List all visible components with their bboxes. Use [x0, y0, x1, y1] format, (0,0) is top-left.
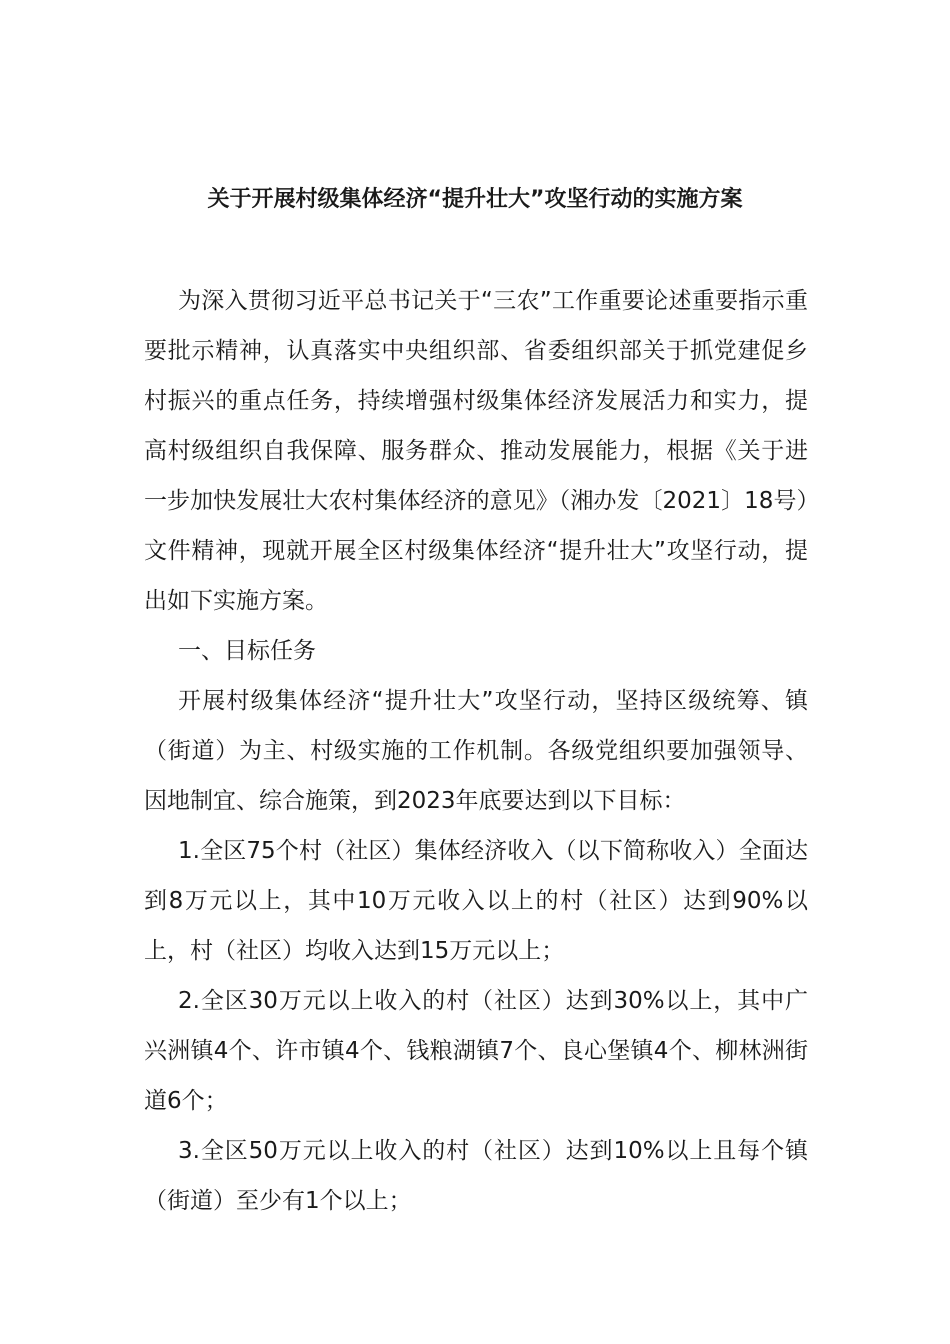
- goal-item-1: 1.全区75个村（社区）集体经济收入（以下简称收入）全面达到8万元以上，其中10万元收入以上的村（社区）达到90%以上，村（社区）均收入达到15万元以上；: [144, 838, 808, 964]
- goal-item-3: 3.全区50万元以上收入的村（社区）达到10%以上且每个镇（街道）至少有1个以上；: [144, 1138, 808, 1214]
- goal-item-2: 2.全区30万元以上收入的村（社区）达到30%以上，其中广兴洲镇4个、许市镇4个、钱粮湖镇7个、良心堡镇4个、柳林洲街道6个；: [144, 988, 808, 1114]
- goals-paragraph: 开展村级集体经济“提升壮大”攻坚行动，坚持区级统筹、镇（街道）为主、村级实施的工作机制。各级党组织要加强领导、因地制宜、综合施策，到2023年底要达到以下目标：: [144, 688, 808, 814]
- section-heading-goals: 一、目标任务: [178, 638, 316, 664]
- document-title: 关于开展村级集体经济“提升壮大”攻坚行动的实施方案: [207, 187, 743, 212]
- intro-paragraph: 为深入贯彻习近平总书记关于“三农”工作重要论述重要指示重要批示精神，认真落实中央组织部、省委组织部关于抓党建促乡村振兴的重点任务，持续增强村级集体经济发展活力和实力，提高村级组织自我保障、服务群众、推动发展能力，根据《关于进一步加快发展壮大农村集体经济的意见》（湘办发〔2021〕18号）文件精神，现就开展全区村级集体经济“提升壮大”攻坚行动，提出如下实施方案。: [144, 288, 808, 614]
- document-body: [144, 276, 808, 1226]
